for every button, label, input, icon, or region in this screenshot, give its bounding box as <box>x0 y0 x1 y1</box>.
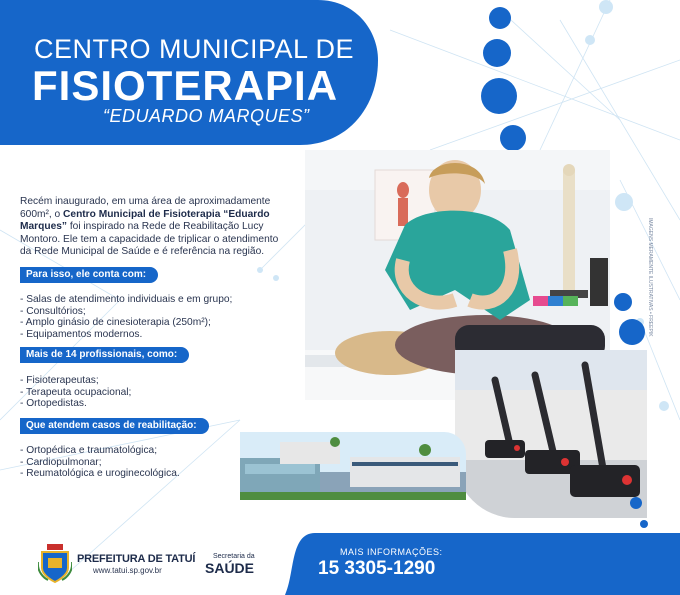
list-item: - Amplo ginásio de cinesioterapia (250m²); <box>20 317 211 328</box>
section-title-professionals: Mais de 14 profissionais, como: <box>20 347 189 363</box>
more-info-label: MAIS INFORMAÇÕES: <box>340 547 443 557</box>
list-item: - Salas de atendimento individuais e em grupo; <box>20 294 233 305</box>
secretaria-label: Secretaria da <box>213 553 255 560</box>
city-crest-icon <box>38 542 72 584</box>
image-credit: IMAGENS MERAMENTE ILUSTRATIVAS • FREEPIK <box>647 218 653 337</box>
decorative-dots <box>470 0 550 150</box>
intro-paragraph <box>20 196 280 259</box>
section-title-facilities: Para isso, ele conta com: <box>20 267 158 283</box>
list-item: - Equipamentos modernos. <box>20 328 143 340</box>
list-item: - Ortopedistas. <box>20 398 87 409</box>
list-item: - Terapeuta ocupacional; <box>20 386 132 398</box>
intro-text-2: foi inspirado na Rede de Reabilitação Lucy Montoro. Ele tem a capacidade de triplicar o atendimento da Rede Municipal de Saúde e é referência na região. <box>20 221 279 258</box>
intro-text-bold: Centro Municipal de Fisioterapia “Eduardo Marques” <box>20 208 270 233</box>
phone-number: 15 3305-1290 <box>318 558 436 579</box>
title-line-1: CENTRO MUNICIPAL DE <box>34 34 355 64</box>
section-title-rehabilitation: Que atendem casos de reabilitação: <box>20 418 209 434</box>
list-item: - Cardiopulmonar; <box>20 456 102 468</box>
building-facade-photo <box>240 432 466 500</box>
list-item: - Consultórios; <box>20 305 86 317</box>
prefeitura-url: www.tatui.sp.gov.br <box>93 566 162 575</box>
intro-text-1: Recém inaugurado, em uma área de aproximadamente 600m², o <box>20 196 271 220</box>
list-item: - Reumatológica e uroginecológica. <box>20 468 180 479</box>
professionals-list <box>20 375 131 410</box>
secretaria-name: SAÚDE <box>205 560 255 576</box>
title-subtitle: “EDUARDO MARQUES” <box>103 106 310 126</box>
facilities-list <box>20 294 232 340</box>
prefeitura-name: PREFEITURA DE TATUÍ <box>77 553 196 565</box>
title-main: FISIOTERAPIA <box>32 62 339 109</box>
list-item: - Ortopédica e traumatológica; <box>20 445 158 456</box>
rehabilitation-list <box>20 445 180 480</box>
list-item: - Fisioterapeutas; <box>20 375 99 386</box>
